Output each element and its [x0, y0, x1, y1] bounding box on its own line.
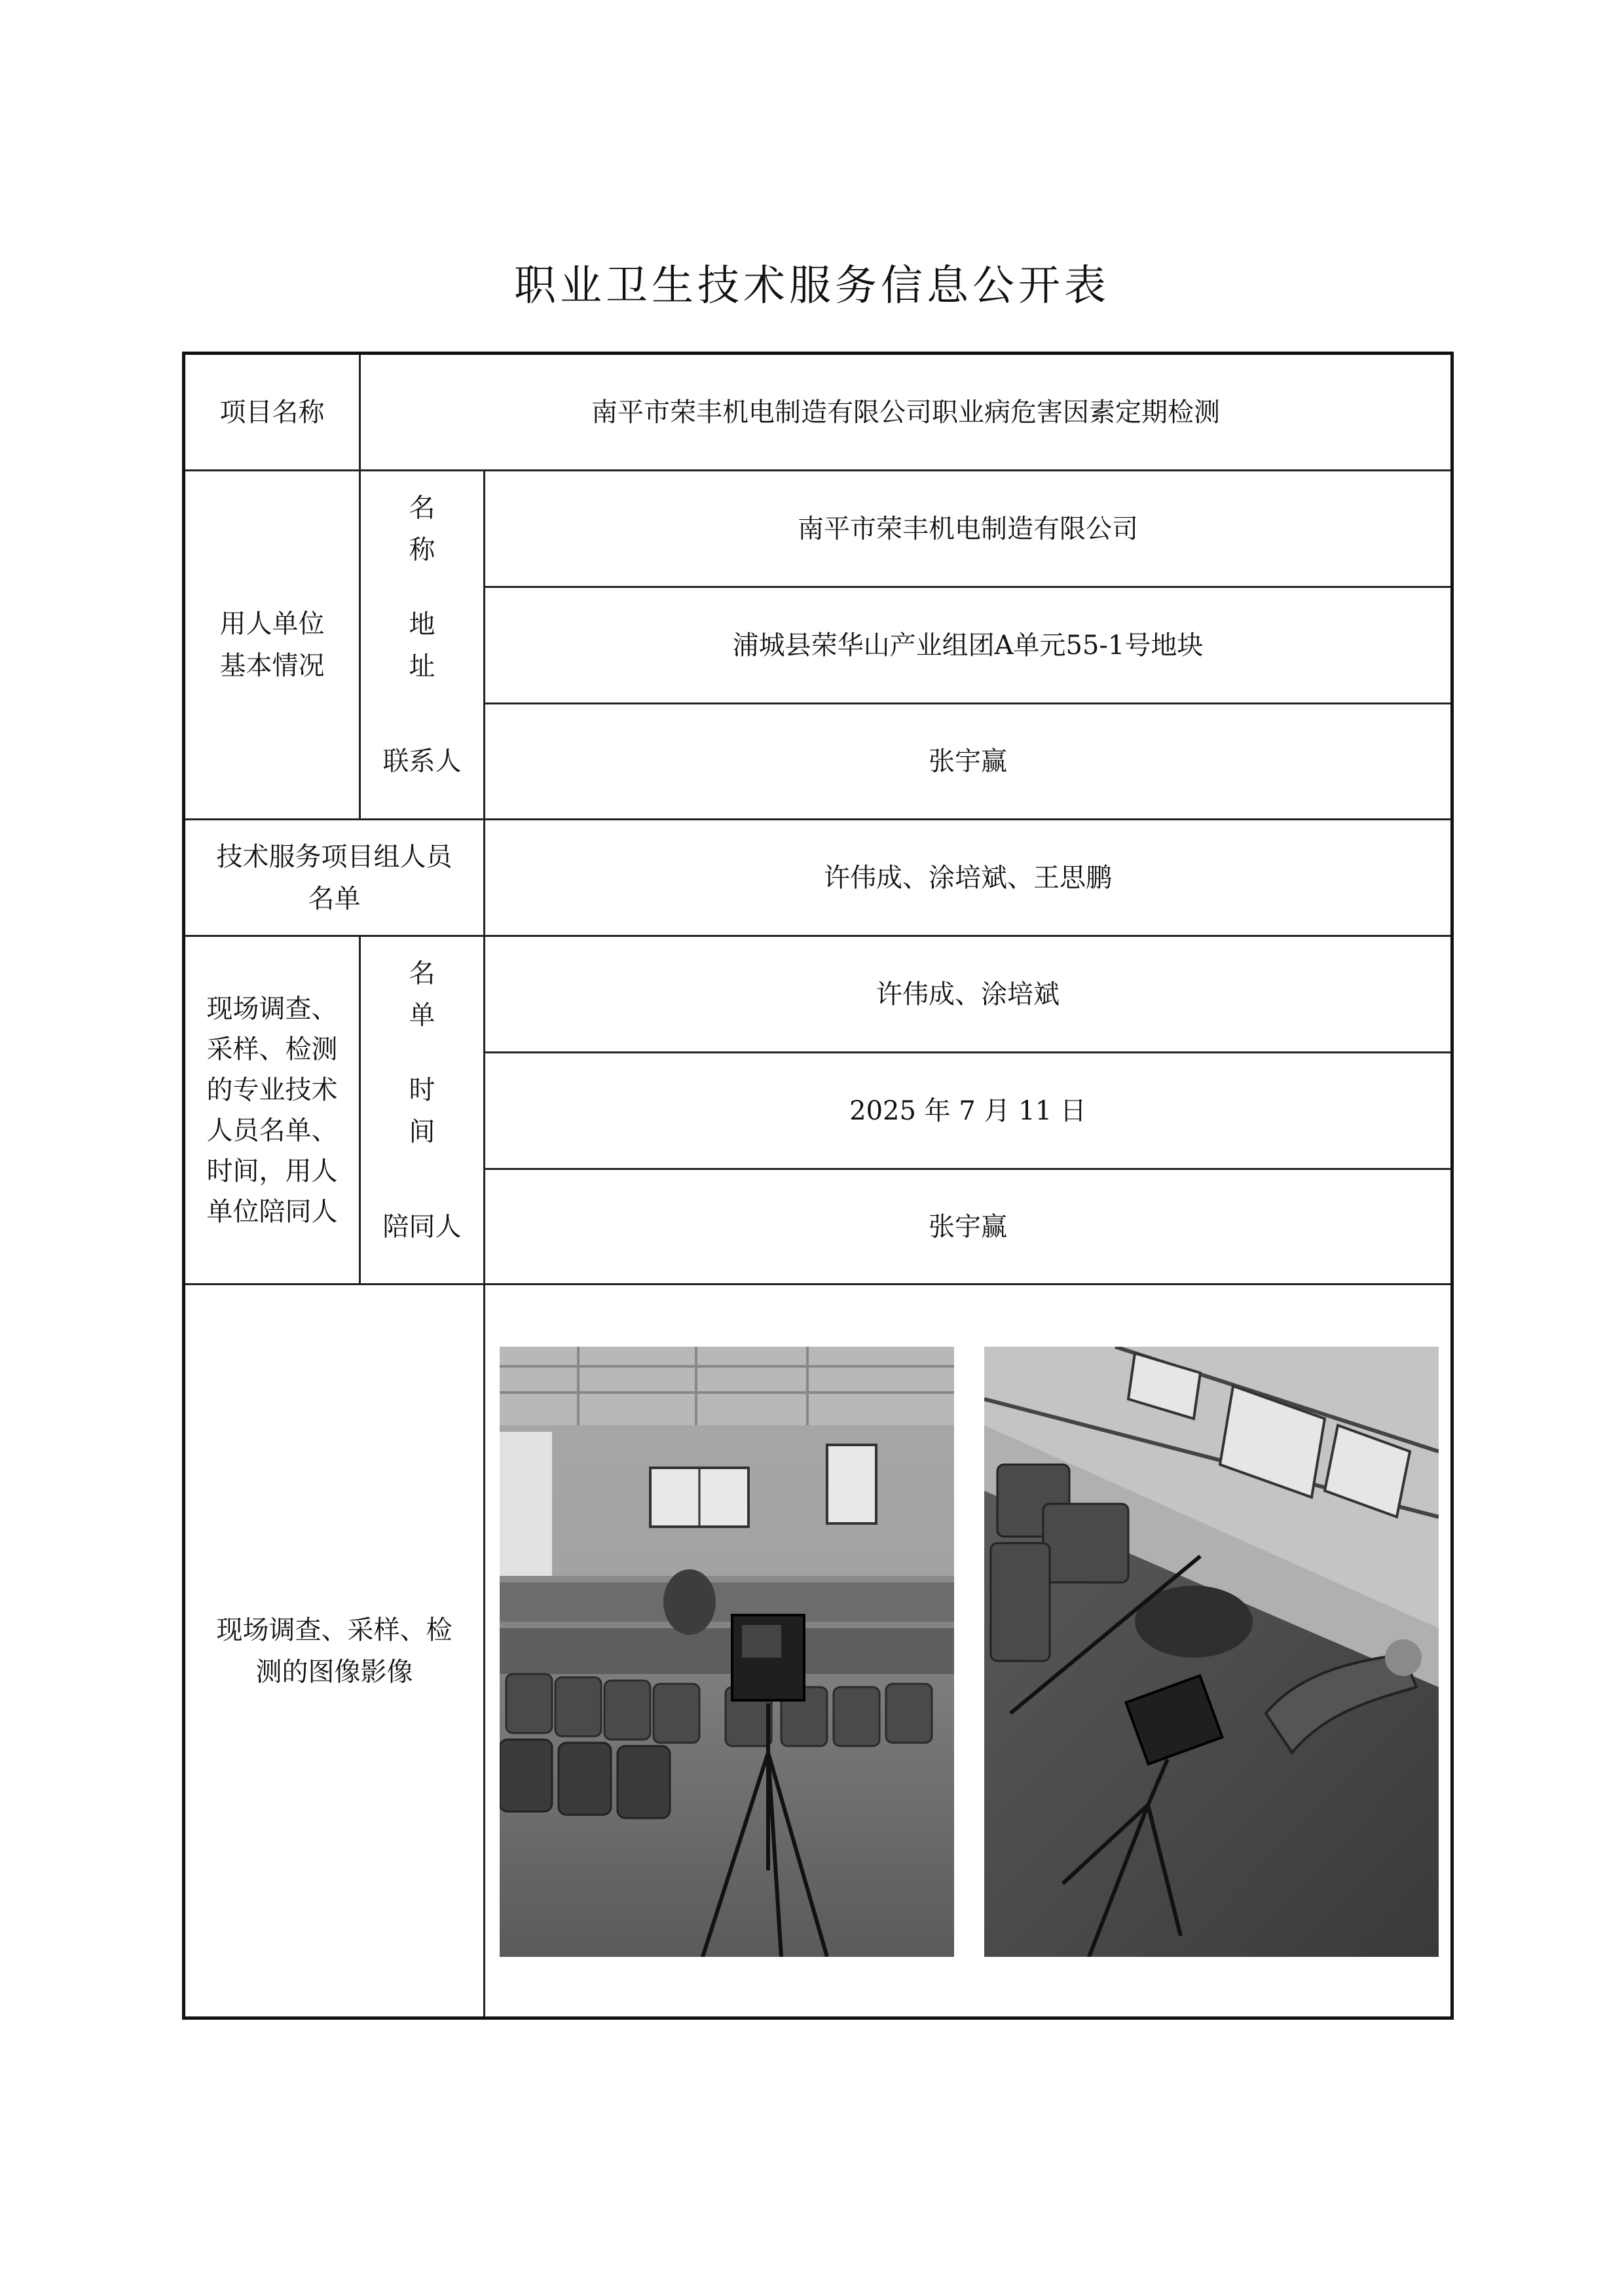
project-name-value: 南平市荣丰机电制造有限公司职业病危害因素定期检测	[591, 397, 1220, 428]
info-table	[182, 352, 1454, 2020]
employer-section-label: 用人单位 基本情况	[219, 609, 325, 681]
site-photo-workshop	[984, 1347, 1439, 1957]
employer-name-value: 南平市荣丰机电制造有限公司	[798, 513, 1138, 544]
onsite-escort-value: 张宇赢	[929, 1211, 1007, 1242]
team-value: 许伟成、涂培斌、王思鹏	[824, 862, 1112, 893]
project-name-label: 项目名称	[219, 397, 325, 428]
onsite-time-label: 时间	[409, 1074, 467, 1147]
employer-address-value: 浦城县荣华山产业组团A单元55-1号地块	[732, 630, 1204, 661]
onsite-escort-label: 陪同人	[382, 1211, 462, 1242]
employer-address-label: 地址	[409, 609, 467, 682]
page-title: 职业卫生技术服务信息公开表	[514, 262, 1110, 310]
onsite-time-value: 2025 年 7 月 11 日	[849, 1095, 1086, 1126]
images-label: 现场调查、采样、检 测的图像影像	[216, 1614, 452, 1687]
team-label: 技术服务项目组人员 名单	[216, 841, 452, 914]
onsite-list-label: 名单	[409, 958, 467, 1030]
onsite-list-value: 许伟成、涂培斌	[876, 979, 1060, 1010]
employer-contact-value: 张宇赢	[929, 746, 1007, 776]
employer-name-label: 名称	[409, 492, 467, 565]
col-divider	[483, 1283, 485, 2016]
onsite-section-label: 现场调查、 采样、检测 的专业技术 人员名单、 时间，用人 单位陪同人	[206, 993, 338, 1227]
employer-contact-label: 联系人	[382, 746, 462, 776]
site-photo-tripod	[500, 1347, 954, 1957]
